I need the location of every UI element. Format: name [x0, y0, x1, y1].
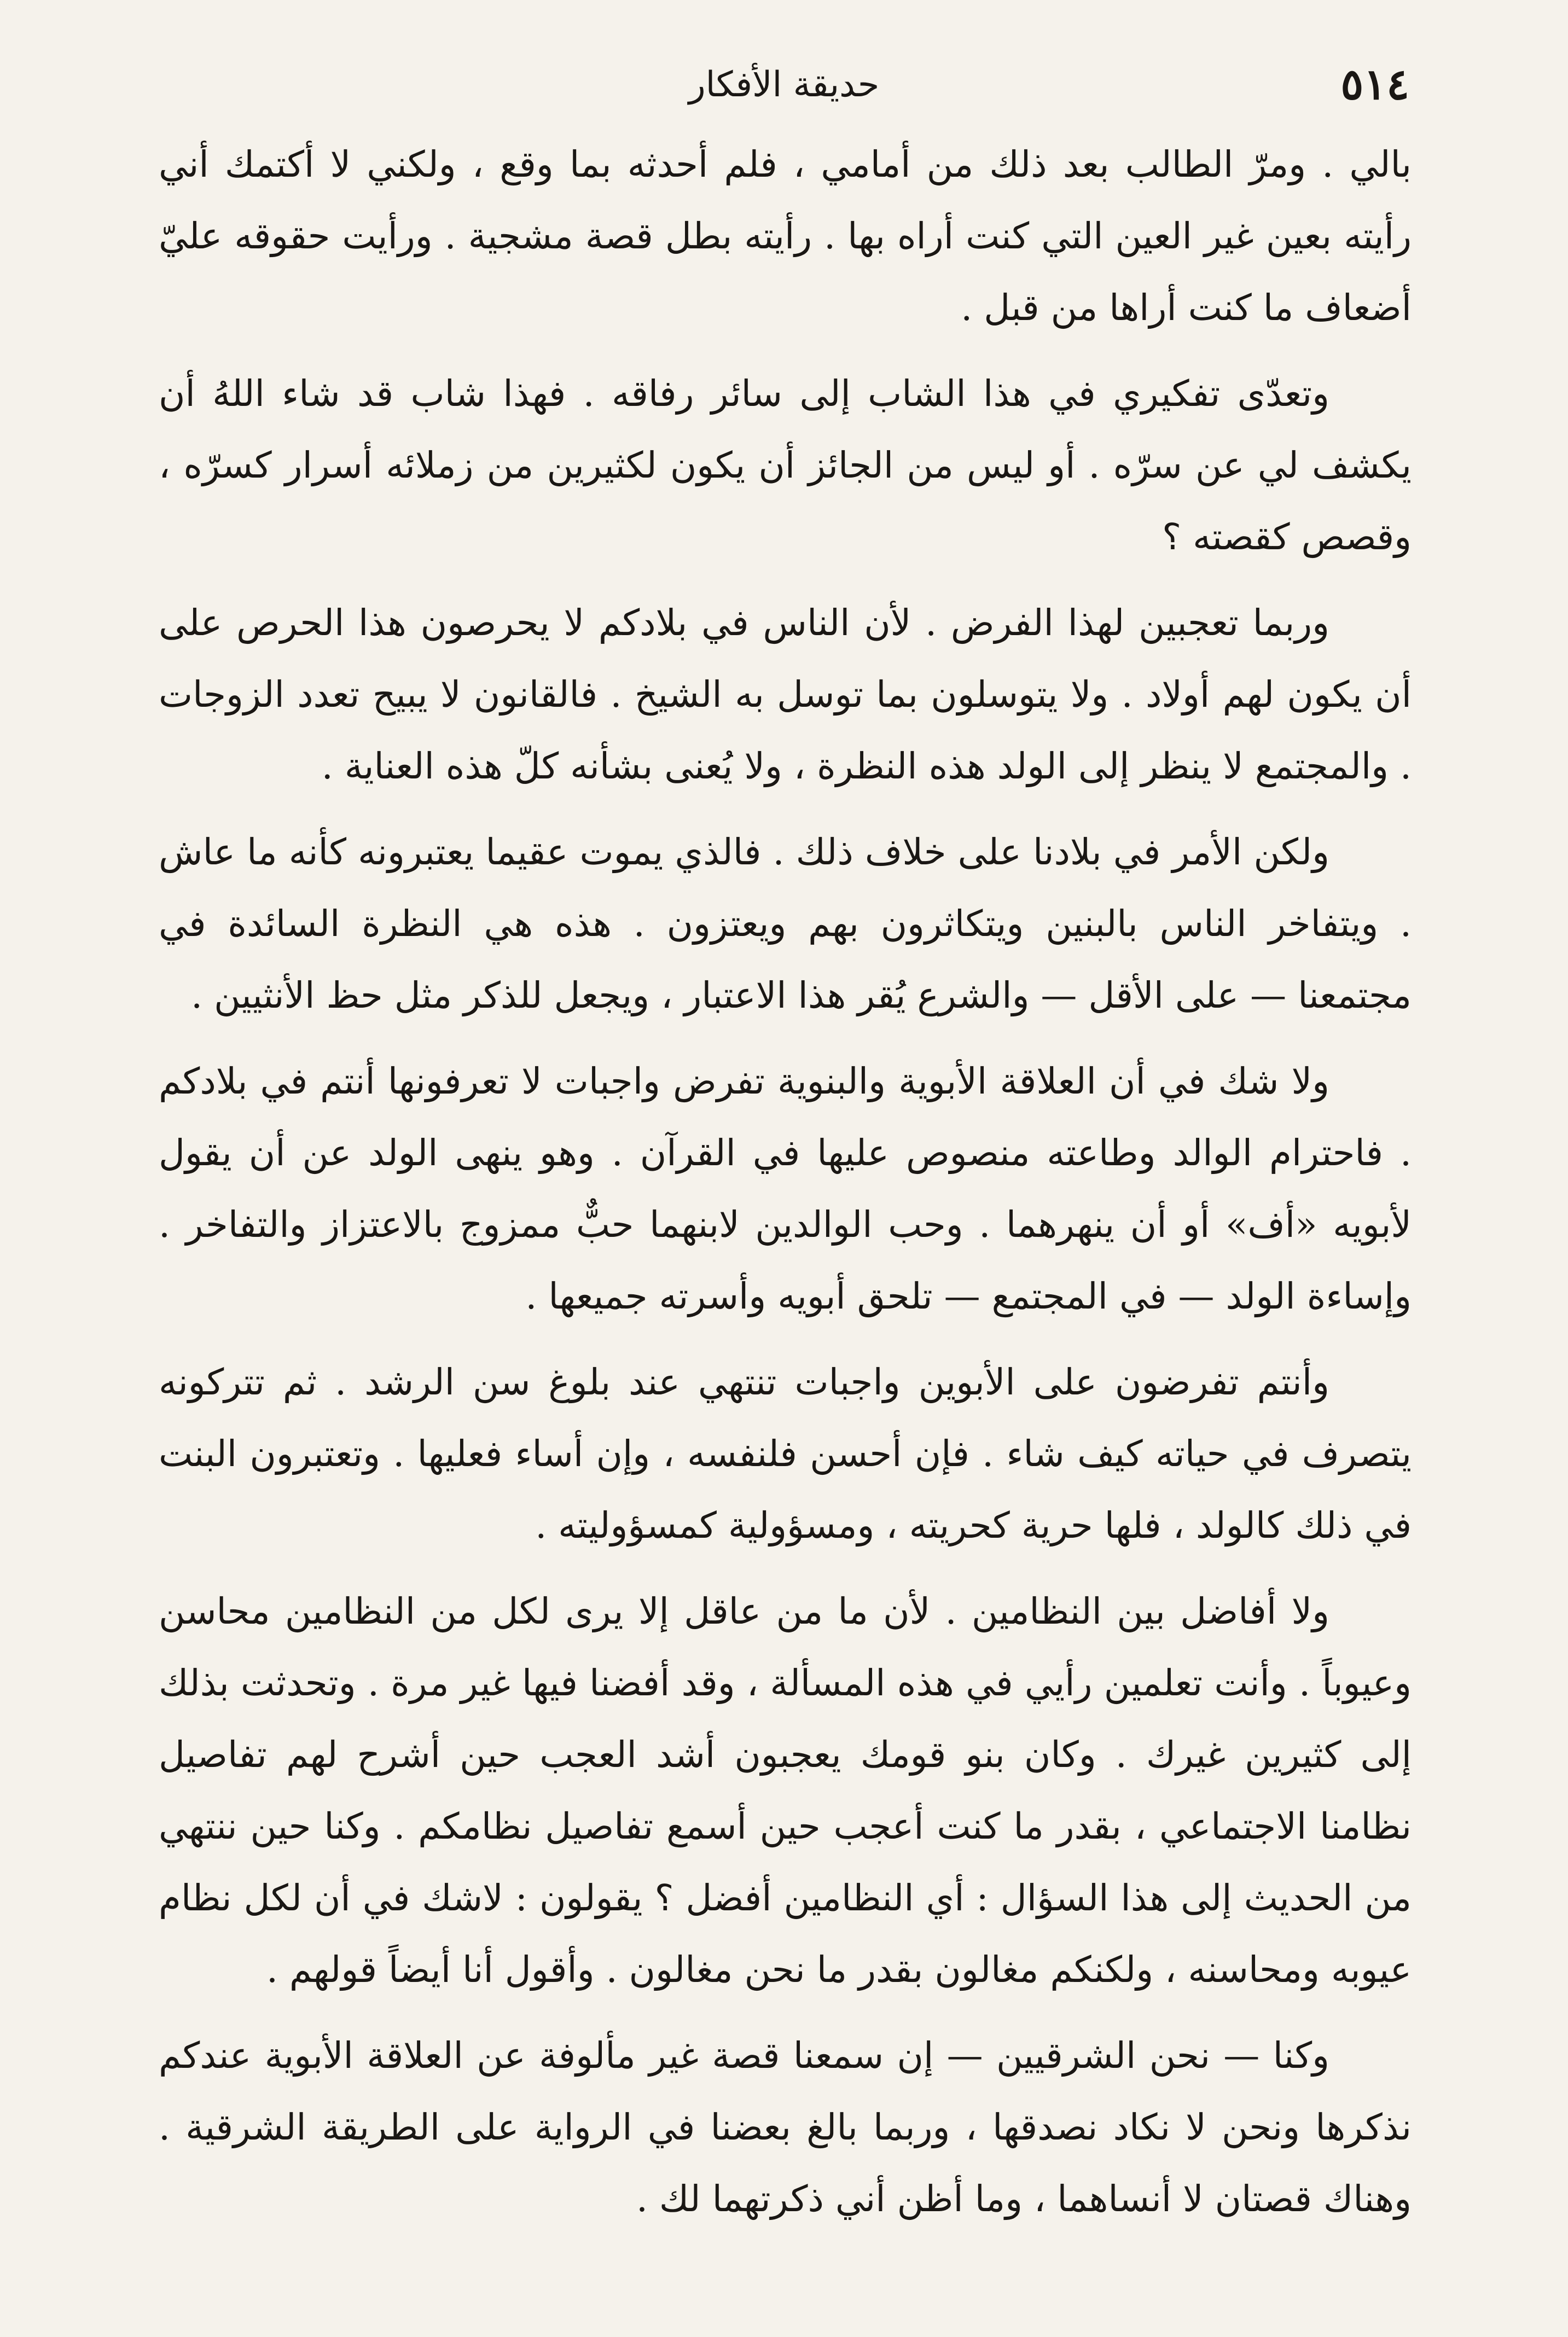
page-number: ٥١٤ [1340, 60, 1409, 109]
paragraph: وتعدّى تفكيري في هذا الشاب إلى سائر رفاقه . فهذا شاب قد شاء اللهُ أن يكشف لي عن سرّه . أو ليس من الجائز أن يكون لكثيرين من زملائه أسرار كسرّه ، وقصص كقصته ؟ [159, 373, 1412, 558]
paragraph: وأنتم تفرضون على الأبوين واجبات تنتهي عند بلوغ سن الرشد . ثم تتركونه يتصرف في حياته كيف شاء . فإن أحسن فلنفسه ، وإن أساء فعليها . وتعتبرون البنت في ذلك كالولد ، فلها حرية كحريته ، ومسؤولية كمسؤوليته . [159, 1361, 1412, 1547]
paragraph: ولا شك في أن العلاقة الأبوية والبنوية تفرض واجبات لا تعرفونها أنتم في بلادكم . فاحترام الوالد وطاعته منصوص عليها في القرآن . وهو ينهى الولد عن أن يقول لأبويه «أف» أو أن ينهرهما . وحب الوالدين لابنهما حبٌّ ممزوج بالاعتزاز والتفاخر . وإساءة الولد — في المجتمع — تلحق أبويه وأسرته جميعها . [159, 1060, 1412, 1317]
paragraph: بالي . ومرّ الطالب بعد ذلك من أمامي ، فلم أحدثه بما وقع ، ولكني لا أكتمك أني رأيته بعين غير العين التي كنت أراه بها . رأيته بطل قصة مشجية . ورأيت حقوقه عليّ أضعاف ما كنت أراها من قبل . [159, 143, 1412, 329]
paragraph: وربما تعجبين لهذا الفرض . لأن الناس في بلادكم لا يحرصون هذا الحرص على أن يكون لهم أولاد . ولا يتوسلون بما توسل به الشيخ . فالقانون لا يبيح تعدد الزوجات . والمجتمع لا ينظر إلى الولد هذه النظرة ، ولا يُعنى بشأنه كلّ هذه العناية . [159, 602, 1412, 787]
paragraph: وكنا — نحن الشرقيين — إن سمعنا قصة غير مألوفة عن العلاقة الأبوية عندكم نذكرها ونحن لا نكاد نصدقها ، وربما بالغ بعضنا في الرواية على الطريقة الشرقية . وهناك قصتان لا أنساهما ، وما أظن أني ذكرتهما لك . [159, 2034, 1412, 2220]
running-title: حديقة الأفكار [688, 65, 880, 105]
body-text [159, 129, 1412, 2249]
running-head [159, 55, 1409, 115]
paragraph: ولا أفاضل بين النظامين . لأن ما من عاقل إلا يرى لكل من النظامين محاسن وعيوباً . وأنت تعلمين رأيي في هذه المسألة ، وقد أفضنا فيها غير مرة . وتحدثت بذلك إلى كثيرين غيرك . وكان بنو قومك يعجبون أشد العجب حين أشرح لهم تفاصيل نظامنا الاجتماعي ، بقدر ما كنت أعجب حين أسمع تفاصيل نظامكم . وكنا حين ننتهي من الحديث إلى هذا السؤال : أي النظامين أفضل ؟ يقولون : لاشك في أن لكل نظام عيوبه ومحاسنه ، ولكنكم مغالون بقدر ما نحن مغالون . وأقول أنا أيضاً قولهم . [159, 1590, 1412, 1991]
paragraph: ولكن الأمر في بلادنا على خلاف ذلك . فالذي يموت عقيما يعتبرونه كأنه ما عاش . ويتفاخر الناس بالبنين ويتكاثرون بهم ويعتزون . هذه هي النظرة السائدة في مجتمعنا — على الأقل — والشرع يُقر هذا الاعتبار ، ويجعل للذكر مثل حظ الأنثيين . [159, 831, 1412, 1016]
